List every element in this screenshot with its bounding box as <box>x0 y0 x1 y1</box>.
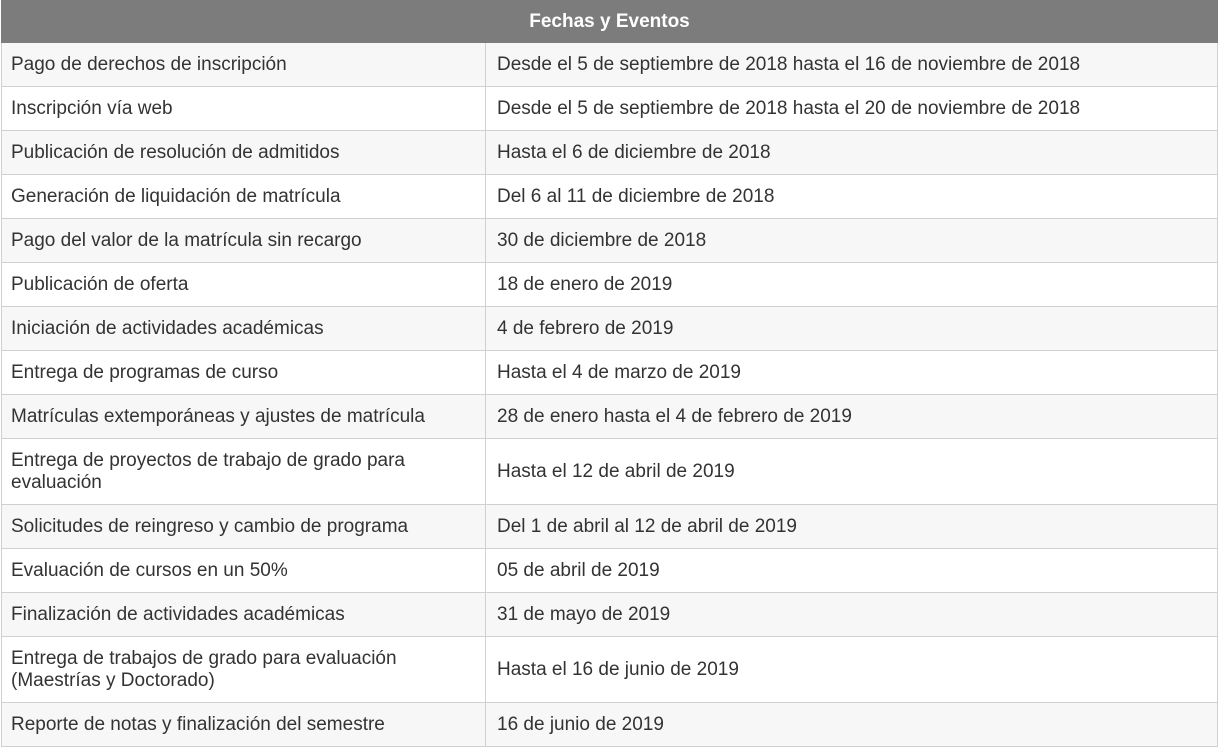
table-row <box>2 351 1218 395</box>
date-cell: Desde el 5 de septiembre de 2018 hasta el 20 de noviembre de 2018 <box>486 87 1218 131</box>
table-row <box>2 307 1218 351</box>
event-cell: Publicación de oferta <box>2 263 486 307</box>
table-row <box>2 43 1218 87</box>
date-cell: Hasta el 12 de abril de 2019 <box>486 439 1218 505</box>
event-cell: Solicitudes de reingreso y cambio de programa <box>2 505 486 549</box>
date-cell: Hasta el 6 de diciembre de 2018 <box>486 131 1218 175</box>
table-row <box>2 219 1218 263</box>
event-cell: Evaluación de cursos en un 50% <box>2 549 486 593</box>
event-cell: Entrega de proyectos de trabajo de grado para evaluación <box>2 439 486 505</box>
event-cell: Entrega de trabajos de grado para evaluación (Maestrías y Doctorado) <box>2 637 486 703</box>
date-cell: 28 de enero hasta el 4 de febrero de 2019 <box>486 395 1218 439</box>
date-cell: 05 de abril de 2019 <box>486 549 1218 593</box>
event-cell: Inscripción vía web <box>2 87 486 131</box>
table-row <box>2 263 1218 307</box>
date-cell: Desde el 5 de septiembre de 2018 hasta el 16 de noviembre de 2018 <box>486 43 1218 87</box>
date-cell: Del 1 de abril al 12 de abril de 2019 <box>486 505 1218 549</box>
table-header: Fechas y Eventos <box>2 1 1218 43</box>
table-row <box>2 593 1218 637</box>
event-cell: Generación de liquidación de matrícula <box>2 175 486 219</box>
event-cell: Iniciación de actividades académicas <box>2 307 486 351</box>
table-row <box>2 703 1218 747</box>
date-cell: Del 6 al 11 de diciembre de 2018 <box>486 175 1218 219</box>
event-cell: Entrega de programas de curso <box>2 351 486 395</box>
table-row <box>2 505 1218 549</box>
event-cell: Pago del valor de la matrícula sin recargo <box>2 219 486 263</box>
event-cell: Finalización de actividades académicas <box>2 593 486 637</box>
table-row <box>2 395 1218 439</box>
date-cell: 16 de junio de 2019 <box>486 703 1218 747</box>
date-cell: Hasta el 4 de marzo de 2019 <box>486 351 1218 395</box>
date-cell: Hasta el 16 de junio de 2019 <box>486 637 1218 703</box>
table-row <box>2 549 1218 593</box>
date-cell: 31 de mayo de 2019 <box>486 593 1218 637</box>
events-table <box>1 0 1218 747</box>
event-cell: Publicación de resolución de admitidos <box>2 131 486 175</box>
table-row <box>2 175 1218 219</box>
table-row <box>2 439 1218 505</box>
event-cell: Matrículas extemporáneas y ajustes de matrícula <box>2 395 486 439</box>
date-cell: 18 de enero de 2019 <box>486 263 1218 307</box>
date-cell: 30 de diciembre de 2018 <box>486 219 1218 263</box>
event-cell: Reporte de notas y finalización del semestre <box>2 703 486 747</box>
table-row <box>2 131 1218 175</box>
table-row <box>2 637 1218 703</box>
table-header-row <box>2 1 1218 43</box>
event-cell: Pago de derechos de inscripción <box>2 43 486 87</box>
table-row <box>2 87 1218 131</box>
date-cell: 4 de febrero de 2019 <box>486 307 1218 351</box>
